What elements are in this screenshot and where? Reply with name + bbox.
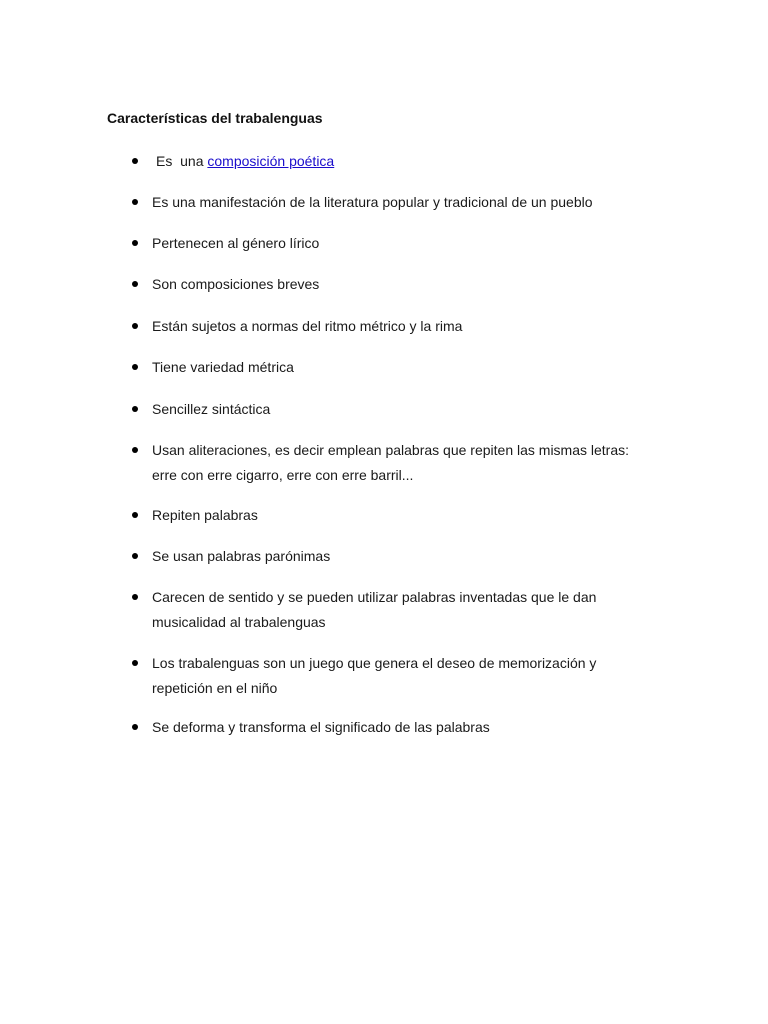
- document-title: Características del trabalenguas: [107, 110, 323, 126]
- bullet-icon: [132, 724, 138, 730]
- list-item: [152, 149, 642, 174]
- list-item-text: Pertenecen al género lírico: [152, 235, 320, 251]
- bullet-icon: [132, 364, 138, 370]
- list-item: [152, 585, 642, 634]
- list-item: [152, 438, 642, 487]
- list-item: [152, 651, 642, 700]
- list-item-text: Es una manifestación de la literatura popular y tradicional de un pueblo: [152, 194, 593, 210]
- bullet-icon: [132, 660, 138, 666]
- bullet-icon: [132, 406, 138, 412]
- list-item-text: Están sujetos a normas del ritmo métrico y la rima: [152, 318, 463, 334]
- list-item: [152, 190, 642, 215]
- list-item-text: Es una: [156, 153, 208, 169]
- bullet-icon: [132, 594, 138, 600]
- list-item: [152, 397, 642, 422]
- list-item: [152, 503, 642, 528]
- bullet-icon: [132, 281, 138, 287]
- list-item: [152, 314, 642, 339]
- bullet-icon: [132, 447, 138, 453]
- composicion-poetica-link[interactable]: composición poética: [207, 153, 335, 169]
- bullet-icon: [132, 158, 138, 164]
- list-item: [152, 272, 642, 297]
- list-item-text: Carecen de sentido y se pueden utilizar palabras inventadas que le dan musicalidad al trabalenguas: [152, 589, 597, 630]
- bullet-icon: [132, 240, 138, 246]
- list-item: [152, 355, 642, 380]
- bullet-icon: [132, 512, 138, 518]
- list-item-text: Repiten palabras: [152, 507, 258, 523]
- list-item: [152, 544, 642, 569]
- list-item-text: Usan aliteraciones, es decir emplean palabras que repiten las mismas letras: erre con erre cigarro, erre con erre barril...: [152, 442, 630, 483]
- list-item-text: Los trabalenguas son un juego que genera el deseo de memorización y repetición en el niño: [152, 655, 597, 696]
- list-item-text: Tiene variedad métrica: [152, 359, 294, 375]
- list-item: [152, 231, 642, 256]
- list-item-text: Sencillez sintáctica: [152, 401, 271, 417]
- list-item: [152, 715, 642, 740]
- bullet-icon: [132, 553, 138, 559]
- bullet-icon: [132, 199, 138, 205]
- list-item-text: Se deforma y transforma el significado de las palabras: [152, 719, 490, 735]
- bullet-icon: [132, 323, 138, 329]
- list-item-text: Se usan palabras parónimas: [152, 548, 331, 564]
- list-item-text: Son composiciones breves: [152, 276, 320, 292]
